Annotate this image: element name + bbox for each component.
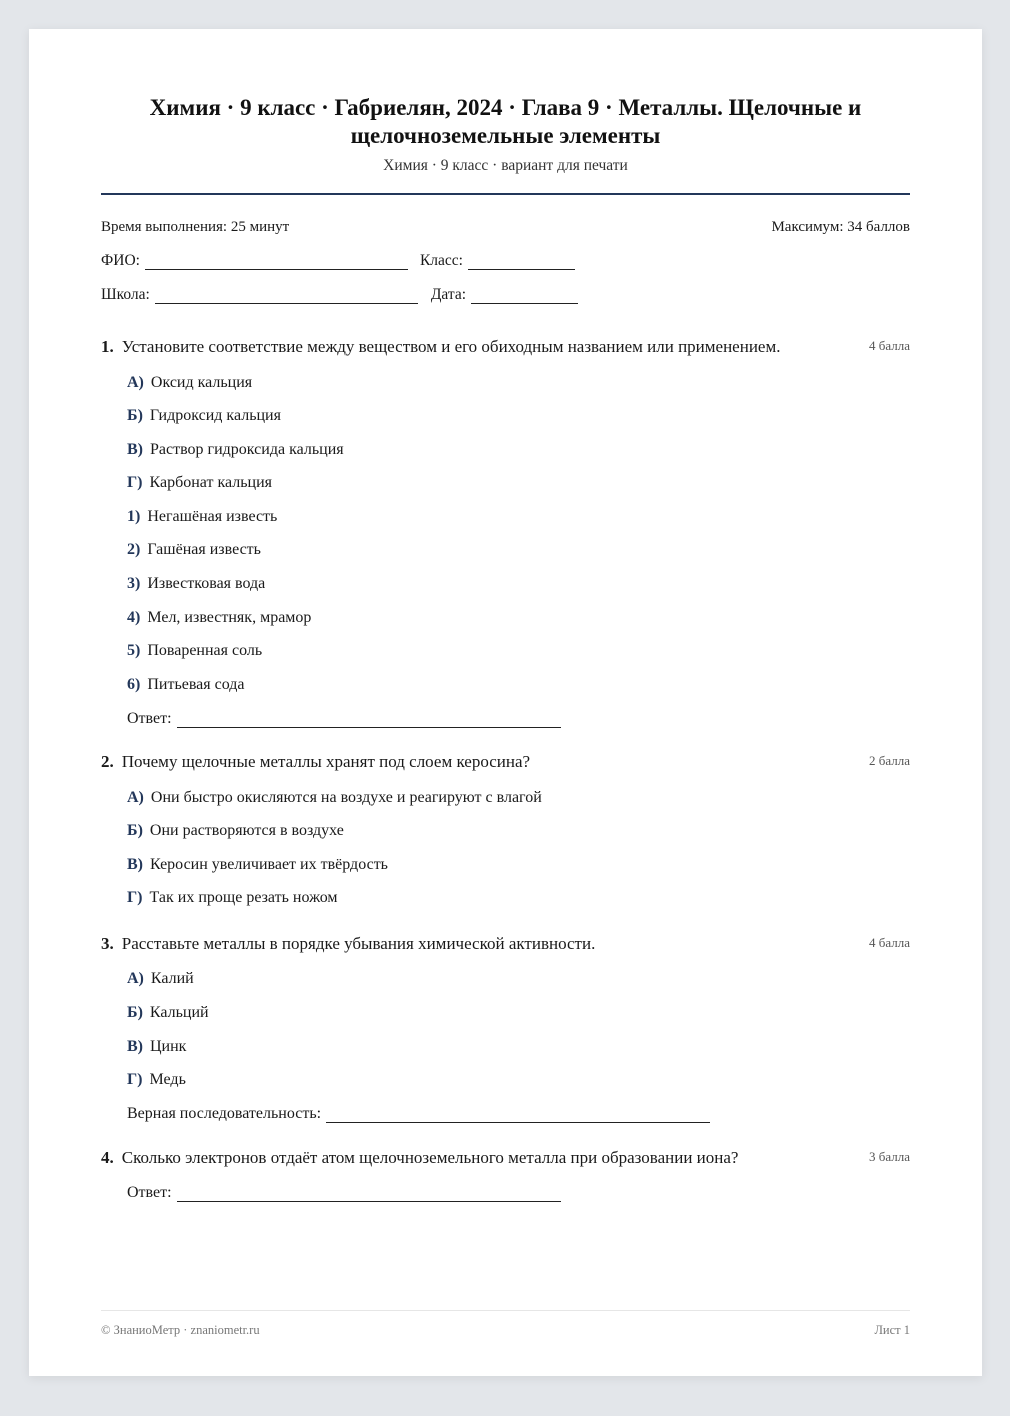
- question-text: Сколько электронов отдаёт атом щелочноземельного металла при образовании иона?: [121, 1148, 739, 1167]
- option-key: Б): [127, 822, 143, 839]
- worksheet-page: [29, 29, 982, 1376]
- answer-blank[interactable]: [177, 1187, 561, 1202]
- option-text: Так их проще резать ножом: [149, 889, 338, 906]
- option: [127, 970, 194, 988]
- option-text: Известковая вода: [147, 575, 266, 592]
- question-text: Почему щелочные металлы хранят под слоем керосина?: [121, 752, 531, 771]
- question-points: 2 балла: [869, 753, 910, 768]
- school-label: Школа:: [101, 286, 150, 303]
- question-points: 4 балла: [869, 935, 910, 950]
- answer-blank[interactable]: [326, 1108, 710, 1123]
- option: [127, 676, 245, 694]
- answer-row: [127, 710, 561, 728]
- time-limit: Время выполнения: 25 минут: [101, 219, 290, 235]
- option: [127, 609, 311, 627]
- option-key: 4): [127, 609, 141, 626]
- option-key: В): [127, 1038, 143, 1055]
- option-key: Г): [127, 474, 143, 491]
- option: [127, 441, 344, 459]
- option-key: А): [127, 970, 144, 987]
- option-text: Гидроксид кальция: [149, 407, 281, 424]
- answer-label: Верная последовательность:: [127, 1105, 322, 1122]
- class-blank[interactable]: [468, 255, 575, 270]
- class-label: Класс:: [419, 252, 463, 269]
- header-divider: [101, 193, 910, 195]
- fio-blank[interactable]: [145, 255, 408, 270]
- answer-label: Ответ:: [127, 1184, 172, 1201]
- max-score: Максимум: 34 баллов: [771, 219, 910, 235]
- option-text: Гашёная известь: [147, 541, 261, 558]
- option-text: Питьевая сода: [147, 676, 245, 693]
- option: [127, 1038, 186, 1056]
- option: [127, 822, 344, 840]
- question-number: 1.: [101, 337, 114, 356]
- footer-copyright: © ЗнаниоМетр · znaniometr.ru: [101, 1323, 260, 1337]
- option-text: Они быстро окисляются на воздухе и реагируют с влагой: [150, 789, 542, 806]
- option-key: Г): [127, 1071, 143, 1088]
- question-2: [101, 752, 910, 772]
- option-text: Кальций: [149, 1004, 209, 1021]
- question-4: [101, 1148, 910, 1168]
- question-points: 3 балла: [869, 1149, 910, 1164]
- student-info-row: [101, 252, 575, 270]
- option-key: 2): [127, 541, 141, 558]
- option: [127, 642, 262, 660]
- option-text: Поваренная соль: [147, 642, 263, 659]
- fio-label: ФИО:: [101, 252, 140, 269]
- option-key: 6): [127, 676, 141, 693]
- option: [127, 1071, 186, 1089]
- question-number: 2.: [101, 752, 114, 771]
- footer-divider: [101, 1310, 910, 1311]
- question-text: Расставьте металлы в порядке убывания химической активности.: [121, 934, 596, 953]
- option-key: Б): [127, 1004, 143, 1021]
- option-text: Раствор гидроксида кальция: [150, 441, 344, 458]
- question-3: [101, 934, 910, 954]
- answer-row: [127, 1184, 561, 1202]
- footer-page-number: Лист 1: [874, 1323, 910, 1337]
- date-label: Дата:: [430, 286, 467, 303]
- question-number: 4.: [101, 1148, 114, 1167]
- option: [127, 474, 272, 492]
- option-text: Цинк: [150, 1038, 187, 1055]
- option: [127, 575, 265, 593]
- option-key: 1): [127, 508, 141, 525]
- school-blank[interactable]: [155, 289, 418, 304]
- answer-label: Ответ:: [127, 710, 172, 727]
- option-text: Оксид кальция: [150, 374, 253, 391]
- option-key: В): [127, 441, 143, 458]
- option-key: Б): [127, 407, 143, 424]
- option-text: Карбонат кальция: [149, 474, 272, 491]
- option: [127, 541, 261, 559]
- page-subtitle: Химия · 9 класс · вариант для печати: [383, 157, 628, 174]
- option-key: 3): [127, 575, 141, 592]
- question-points: 4 балла: [869, 338, 910, 353]
- option-text: Негашёная известь: [147, 508, 278, 525]
- option: [127, 889, 338, 907]
- option-text: Они растворяются в воздухе: [149, 822, 344, 839]
- option-key: В): [127, 856, 143, 873]
- option: [127, 374, 252, 392]
- option: [127, 856, 388, 874]
- option-text: Керосин увеличивает их твёрдость: [150, 856, 388, 873]
- answer-row: [127, 1105, 710, 1123]
- option: [127, 1004, 209, 1022]
- option: [127, 508, 277, 526]
- option: [127, 407, 281, 425]
- answer-blank[interactable]: [177, 713, 561, 728]
- question-text: Установите соответствие между веществом и его обиходным названием или применением.: [121, 337, 781, 356]
- date-blank[interactable]: [471, 289, 578, 304]
- question-number: 3.: [101, 934, 114, 953]
- option-text: Мел, известняк, мрамор: [147, 609, 312, 626]
- option-key: А): [127, 374, 144, 391]
- page-title: Химия · 9 класс · Габриелян, 2024 · Глава 9 · Металлы. Щелочные и щелочноземельные элементы: [149, 95, 862, 148]
- option: [127, 789, 542, 807]
- question-1: [101, 337, 910, 357]
- option-key: 5): [127, 642, 141, 659]
- option-text: Калий: [150, 970, 194, 987]
- option-text: Медь: [149, 1071, 186, 1088]
- school-info-row: [101, 286, 578, 304]
- option-key: А): [127, 789, 144, 806]
- option-key: Г): [127, 889, 143, 906]
